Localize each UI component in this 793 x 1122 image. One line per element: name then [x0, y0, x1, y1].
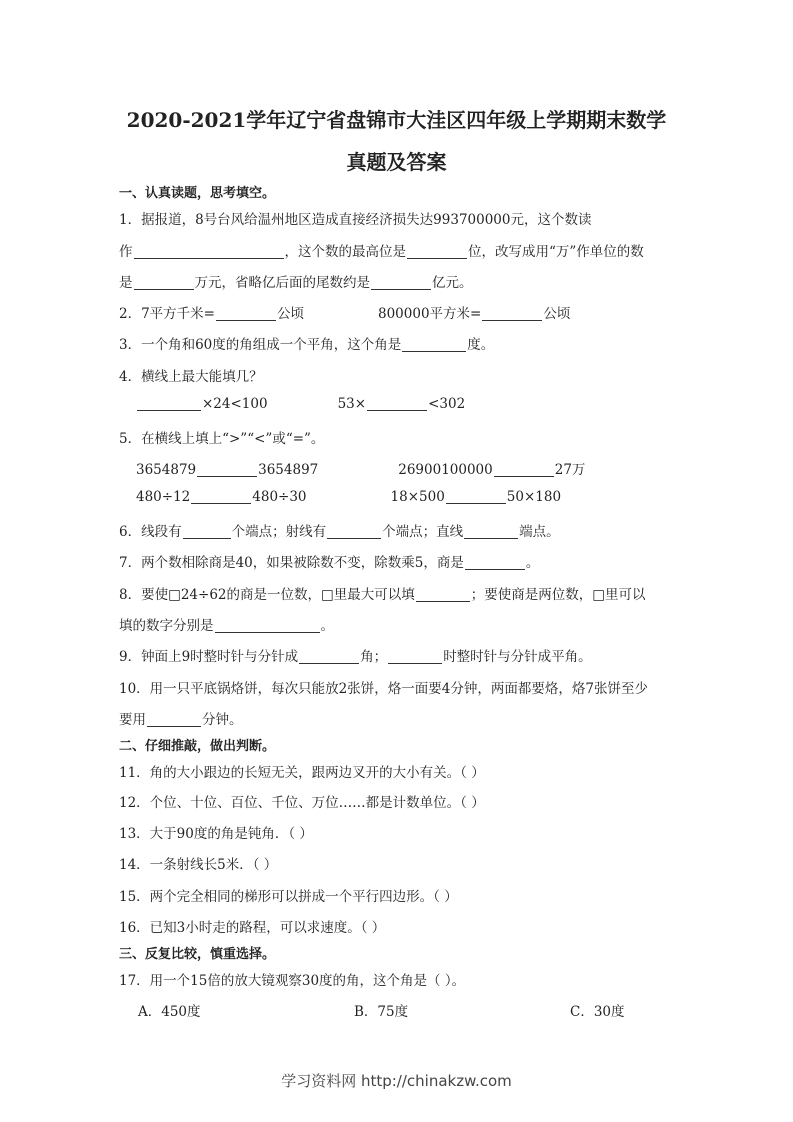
question-9	[119, 645, 592, 665]
section-1-heading: 一、认真读题，思考填空。	[119, 186, 276, 201]
question-6	[119, 520, 560, 540]
q4-text: ×24<100	[202, 396, 268, 412]
answer-blank	[215, 618, 320, 633]
q1-text: 位，改写成用“万”作单位的数	[468, 244, 644, 260]
answer-blank	[465, 555, 525, 570]
q1-text: 作	[119, 244, 133, 260]
doc-title-line1: 2020-2021学年辽宁省盘锦市大洼区四年级上学期期末数学	[126, 108, 667, 132]
q5-text: 3654897	[258, 462, 319, 478]
question-17-option-c: C．30度	[570, 1004, 625, 1020]
q2-text: 公顷	[277, 306, 304, 322]
answer-blank	[134, 275, 194, 290]
q2-text: 公顷	[543, 306, 571, 322]
q5-text: 480÷12	[136, 489, 191, 505]
answer-blank	[371, 275, 431, 290]
q10-text: 分钟。	[202, 712, 243, 728]
q10-text: 要用	[119, 712, 146, 728]
question-10-line2	[119, 708, 243, 728]
question-5-row2	[136, 489, 561, 505]
q9-text: 时整时针与分针成平角。	[443, 649, 592, 665]
answer-blank	[402, 337, 466, 352]
question-3	[119, 333, 494, 353]
answer-blank	[446, 489, 506, 504]
q1-text: ，这个数的最高位是	[284, 244, 406, 260]
q3-text: 度。	[467, 337, 495, 353]
q4-text: <302	[428, 396, 466, 412]
footer-watermark: 学习资料网 http://chinakzw.com	[281, 1072, 512, 1090]
question-1-line3	[119, 271, 473, 291]
question-17-option-b: B．75度	[354, 1004, 409, 1020]
q6-text: 端点。	[519, 524, 560, 540]
answer-blank	[416, 587, 470, 602]
q3-text: 3．一个角和60度的角组成一个平角，这个角是	[119, 337, 402, 353]
answer-blank	[137, 396, 201, 411]
question-10-line1: 10．用一只平底锅烙饼，每次只能放2张饼，烙一面要4分钟，两面都要烙，烙7张饼至少	[119, 681, 648, 697]
q6-text: 6．线段有	[119, 524, 182, 540]
answer-blank	[191, 489, 251, 504]
answer-blank	[147, 712, 201, 727]
answer-blank	[494, 462, 554, 477]
q6-text: 个端点；直线	[382, 524, 464, 540]
q8-text: 。	[320, 618, 334, 634]
q1-text: 万元，省略亿后面的尾数约是	[194, 275, 370, 291]
question-12: 12．个位、十位、百位、千位、万位……都是计数单位。（ ）	[119, 795, 485, 811]
answer-blank	[134, 244, 284, 259]
question-2	[119, 302, 570, 322]
q8-text: ；要使商是两位数，□里可以	[470, 587, 646, 603]
q4-text: 53×	[337, 396, 367, 412]
section-2-heading: 二、仔细推敲，做出判断。	[119, 739, 276, 754]
q6-text: 个端点；射线有	[231, 524, 327, 540]
q7-text: 。	[525, 555, 540, 571]
question-1-line1: 1．据报道，8号台风给温州地区造成直接经济损失达993700000元，这个数读	[119, 212, 592, 228]
question-11: 11．角的大小跟边的长短无关，跟两边叉开的大小有关。（ ）	[119, 765, 485, 781]
question-4-items	[136, 396, 465, 412]
q5-text: 18×500	[390, 489, 445, 505]
q2-text: 2．7平方千米=	[119, 306, 215, 322]
q5-text: 27万	[554, 462, 586, 478]
answer-blank	[407, 244, 467, 259]
question-7	[119, 551, 539, 571]
q5-text: 26900100000	[398, 462, 493, 478]
question-5: 5．在横线上填上“>”“<”或“=”。	[119, 431, 325, 447]
q5-text: 50×180	[506, 489, 562, 505]
answer-blank	[388, 649, 442, 664]
q2-text: 800000平方米=	[378, 306, 482, 322]
q9-text: 9．钟面上9时整时针与分针成	[119, 649, 299, 665]
question-4: 4．横线上最大能填几？	[119, 369, 263, 385]
answer-blank	[197, 462, 257, 477]
q7-text: 7．两个数相除商是40，如果被除数不变，除数乘5，商是	[119, 555, 464, 571]
q8-text: 填的数字分别是	[119, 618, 214, 634]
question-15: 15．两个完全相同的梯形可以拼成一个平行四边形。（ ）	[119, 889, 458, 905]
q8-text: 8．要使□24÷62的商是一位数，□里最大可以填	[119, 587, 415, 603]
question-17-option-a: A．450度	[138, 1004, 201, 1020]
question-8-line1	[119, 583, 646, 603]
q5-text: 3654879	[136, 462, 197, 478]
question-16: 16．已知3小时走的路程，可以求速度。（ ）	[119, 920, 386, 936]
answer-blank	[183, 524, 231, 539]
q1-text: 是	[119, 275, 133, 291]
question-14: 14．一条射线长5米．（ ）	[119, 857, 278, 873]
question-17: 17．用一个15倍的放大镜观察30度的角，这个角是（ ）。	[119, 973, 466, 989]
answer-blank	[464, 524, 518, 539]
section-3-heading: 三、反复比较，慎重选择。	[119, 947, 276, 962]
question-5-row1	[136, 458, 585, 478]
answer-blank	[482, 306, 542, 321]
q9-text: 角；	[360, 649, 388, 665]
question-13: 13．大于90度的角是钝角．（ ）	[119, 826, 313, 842]
answer-blank	[367, 396, 427, 411]
doc-title-line2: 真题及答案	[346, 150, 447, 174]
answer-blank	[299, 649, 359, 664]
question-1-line2	[119, 240, 644, 260]
answer-blank	[216, 306, 276, 321]
q1-text: 亿元。	[432, 275, 473, 291]
q5-text: 480÷30	[252, 489, 307, 505]
answer-blank	[327, 524, 381, 539]
question-8-line2	[119, 614, 334, 634]
